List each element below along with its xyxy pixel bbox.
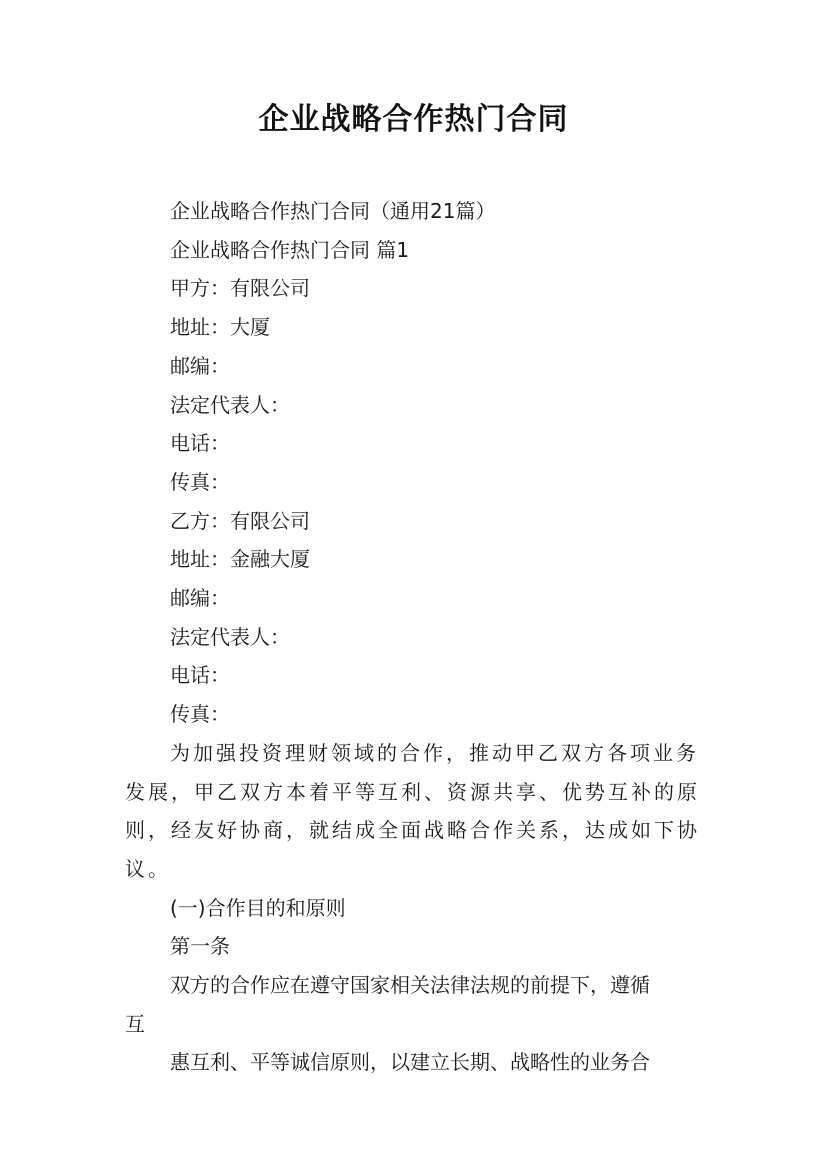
intro-paragraph: 为加强投资理财领域的合作，推动甲乙双方各项业务发展，甲乙双方本着平等互利、资源共享、优势互补的原则，经友好协商，就结成全面战略合作关系，达成如下协议。	[125, 740, 700, 881]
subtitle-line: 企业战略合作热门合同（通用21篇）	[170, 199, 496, 223]
party-a-name: 甲方：有限公司	[170, 276, 310, 301]
article-text-line-3: 惠互利、平等诚信原则，以建立长期、战略性的业务合	[170, 1050, 650, 1075]
article-text-line-2: 互	[125, 1011, 145, 1036]
party-b-postcode: 邮编：	[170, 586, 230, 611]
document-body	[125, 192, 710, 1082]
party-b-address: 地址：金融大厦	[170, 547, 310, 572]
section-heading: (一)合作目的和原则	[170, 895, 346, 920]
article-text-line-1: 双方的合作应在遵守国家相关法律法规的前提下，遵循	[170, 973, 650, 998]
party-b-phone: 电话：	[170, 663, 230, 688]
party-a-address: 地址：大厦	[170, 315, 270, 340]
party-b-fax: 传真：	[170, 702, 230, 727]
chapter-heading: 企业战略合作热门合同 篇1	[170, 237, 410, 262]
party-a-fax: 传真：	[170, 469, 230, 494]
party-a-postcode: 邮编：	[170, 353, 230, 378]
party-b-name: 乙方：有限公司	[170, 508, 310, 533]
article-heading: 第一条	[170, 934, 230, 959]
document-title: 企业战略合作热门合同	[258, 102, 569, 137]
party-a-phone: 电话：	[170, 431, 230, 456]
party-a-legal-rep: 法定代表人：	[170, 392, 290, 417]
party-b-legal-rep: 法定代表人：	[170, 624, 290, 649]
